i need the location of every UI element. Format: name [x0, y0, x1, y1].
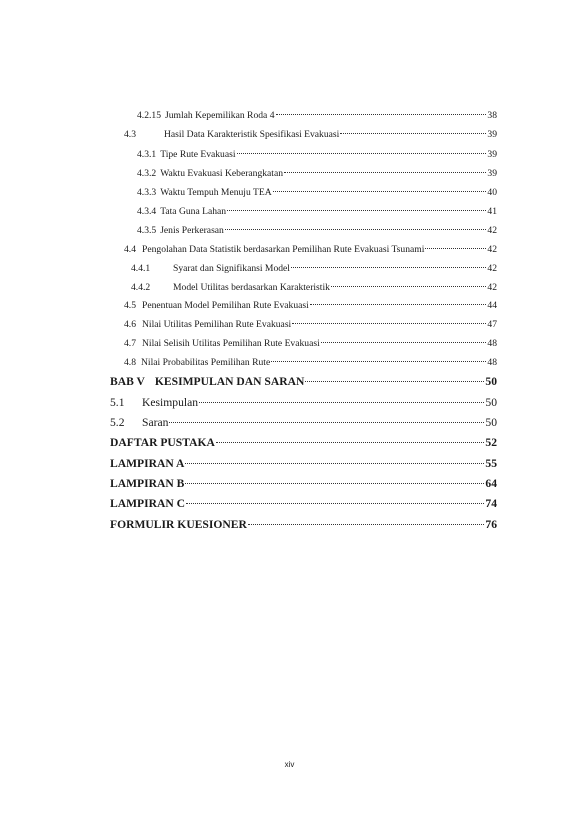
dot-leader — [292, 323, 486, 324]
dot-leader — [310, 304, 487, 305]
toc-title: Kesimpulan — [142, 396, 199, 409]
dot-leader — [216, 442, 485, 443]
toc-entry-4-3-3 — [137, 187, 497, 198]
dot-leader — [425, 248, 486, 249]
toc-page: 76 — [485, 518, 497, 531]
toc-title: LAMPIRAN C — [110, 497, 186, 510]
toc-entry-4-7 — [124, 338, 497, 349]
toc-page: 55 — [485, 457, 497, 470]
toc-number: 4.3 — [124, 129, 136, 140]
toc-number: 4.3.3 — [137, 187, 157, 198]
toc-title: Tipe Rute Evakuasi — [160, 149, 236, 160]
dot-leader — [199, 402, 484, 403]
toc-number: 4.4 — [124, 244, 136, 255]
toc-title: DAFTAR PUSTAKA — [110, 436, 215, 449]
dot-leader — [273, 191, 487, 192]
dot-leader — [185, 463, 484, 464]
toc-entry-4-5 — [124, 300, 497, 311]
dot-leader — [185, 483, 484, 484]
toc-page: 50 — [485, 416, 497, 429]
toc-entry-lampiran-c — [110, 497, 497, 510]
toc-page: 42 — [487, 263, 497, 274]
toc-page: 64 — [485, 477, 497, 490]
toc-page: 50 — [485, 396, 497, 409]
toc-page: 52 — [485, 436, 497, 449]
toc-title: Tata Guna Lahan — [160, 206, 227, 217]
toc-number: 4.3.5 — [137, 225, 157, 236]
dot-leader — [169, 422, 484, 423]
toc-page: 44 — [487, 300, 497, 311]
dot-leader — [305, 381, 484, 382]
dot-leader — [271, 361, 486, 362]
toc-page: 40 — [487, 187, 497, 198]
toc-title: Syarat dan Signifikansi Model — [173, 263, 290, 274]
toc-title: Nilai Probabilitas Pemilihan Rute — [141, 357, 271, 368]
dot-leader — [284, 172, 486, 173]
toc-entry-4-3-4 — [137, 206, 497, 217]
toc-number: 4.2.15 — [137, 110, 161, 121]
dot-leader — [248, 524, 485, 525]
toc-entry-4-3-5 — [137, 225, 497, 236]
toc-number: 4.4.2 — [131, 282, 151, 293]
toc-title: LAMPIRAN B — [110, 477, 185, 490]
toc-number: 4.3.2 — [137, 168, 157, 179]
page-number: xiv — [284, 760, 295, 769]
dot-leader — [331, 286, 486, 287]
toc-title: LAMPIRAN A — [110, 457, 185, 470]
toc-entry-4-4-1 — [131, 263, 497, 274]
toc-title: Pengolahan Data Statistik berdasarkan Pemilihan Rute Evakuasi Tsunami — [142, 244, 425, 255]
toc-page: 39 — [487, 129, 497, 140]
toc-title: Saran — [142, 416, 169, 429]
toc-entry-5-1 — [110, 396, 497, 409]
toc-number: 5.1 — [110, 396, 125, 409]
toc-page: 41 — [487, 206, 497, 217]
toc-entry-lampiran-b — [110, 477, 497, 490]
toc-title: Hasil Data Karakteristik Spesifikasi Evakuasi — [164, 129, 340, 140]
toc-entry-4-2-15 — [137, 110, 497, 121]
toc-entry-daftar-pustaka — [110, 436, 497, 449]
toc-entry-4-8 — [124, 357, 497, 368]
toc-title: Penentuan Model Pemilihan Rute Evakuasi — [142, 300, 309, 311]
toc-page: 39 — [487, 149, 497, 160]
toc-number: 5.2 — [110, 416, 125, 429]
toc-number: 4.5 — [124, 300, 136, 311]
dot-leader — [276, 114, 487, 115]
toc-number: 4.6 — [124, 319, 136, 330]
toc-title: Waktu Evakuasi Keberangkatan — [160, 168, 284, 179]
dot-leader — [186, 503, 484, 504]
toc-page: 42 — [487, 244, 497, 255]
dot-leader — [237, 153, 487, 154]
dot-leader — [321, 342, 487, 343]
toc-entry-4-3-2 — [137, 168, 497, 179]
toc-page: 38 — [487, 110, 497, 121]
toc-title: Nilai Utilitas Pemilihan Rute Evakuasi — [142, 319, 292, 330]
toc-page: 42 — [487, 225, 497, 236]
toc-title: Jenis Perkerasan — [160, 225, 224, 236]
toc-page: 48 — [487, 338, 497, 349]
toc-number: BAB V — [110, 375, 145, 388]
toc-page: 48 — [487, 357, 497, 368]
dot-leader — [225, 229, 487, 230]
toc-number: 4.3.4 — [137, 206, 157, 217]
toc-title: Waktu Tempuh Menuju TEA — [160, 187, 272, 198]
dot-leader — [340, 133, 486, 134]
dot-leader — [227, 210, 486, 211]
toc-number: 4.8 — [124, 357, 136, 368]
toc-entry-lampiran-a — [110, 457, 497, 470]
toc-entry-4-6 — [124, 319, 497, 330]
toc-page: 42 — [487, 282, 497, 293]
toc-title: FORMULIR KUESIONER — [110, 518, 247, 531]
toc-number: 4.7 — [124, 338, 136, 349]
toc-entry-formulir-kuesioner — [110, 518, 497, 531]
toc-entry-bab-v — [110, 375, 497, 388]
toc-entry-4-3-1 — [137, 149, 497, 160]
dot-leader — [291, 267, 486, 268]
toc-entry-4-4-2 — [131, 282, 497, 293]
toc-entry-4-4 — [124, 244, 497, 255]
toc-page: 47 — [487, 319, 497, 330]
toc-page: 50 — [485, 375, 497, 388]
toc-page: 74 — [485, 497, 497, 510]
toc-number: 4.3.1 — [137, 149, 157, 160]
toc-title: KESIMPULAN DAN SARAN — [154, 375, 305, 388]
toc-entry-4-3 — [124, 129, 497, 140]
toc-page: 39 — [487, 168, 497, 179]
toc-title: Model Utilitas berdasarkan Karakteristik — [173, 282, 330, 293]
toc-entry-5-2 — [110, 416, 497, 429]
toc-title: Nilai Selisih Utilitas Pemilihan Rute Evakuasi — [142, 338, 320, 349]
toc-title: Jumlah Kepemilikan Roda 4 — [164, 110, 275, 121]
toc-number: 4.4.1 — [131, 263, 151, 274]
